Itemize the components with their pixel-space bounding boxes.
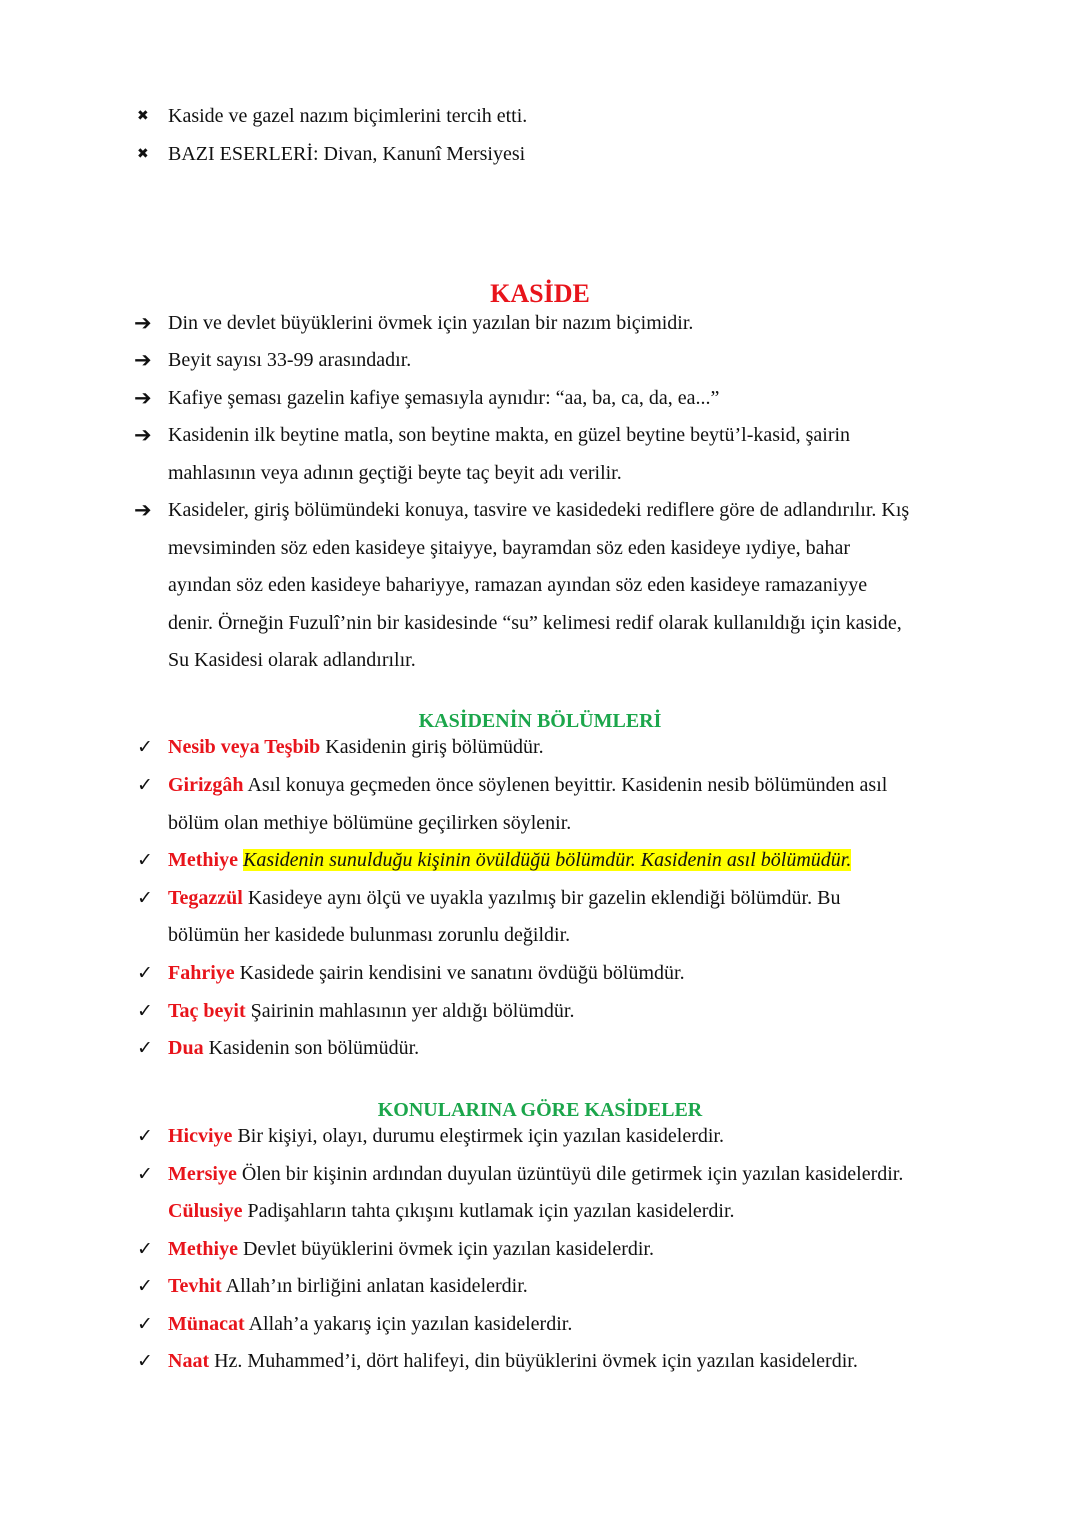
kaside-item (0, 498, 1080, 522)
kaside-line: ayından söz eden kasideye bahariyye, ramazan ayından söz eden kasideye ramazaniyye (168, 574, 868, 596)
intro-item (0, 142, 1080, 166)
check-mark-icon: ✓ (137, 887, 153, 909)
bolum-term: Fahriye (168, 962, 235, 984)
right-arrow-icon: ➔ (134, 423, 152, 447)
konu-item-no-bullet (0, 1199, 1080, 1223)
check-mark-icon: ✓ (137, 1163, 153, 1185)
konu-term: Methiye (168, 1238, 238, 1260)
intro-item-text: BAZI ESERLERİ: Divan, Kanunî Mersiyesi (168, 143, 526, 165)
bolum-term: Tegazzül (168, 887, 243, 909)
bolum-term: Nesib veya Teşbib (168, 736, 321, 758)
kaside-title: KASİDE (490, 279, 590, 308)
check-mark-icon: ✓ (137, 1000, 153, 1022)
intro-item-text: Kaside ve gazel nazım biçimlerini tercih etti. (168, 105, 528, 127)
konu-item (0, 1349, 1080, 1373)
kaside-line-continued (0, 648, 1080, 672)
kaside-line: Su Kasidesi olarak adlandırılır. (168, 649, 416, 671)
bolum-item (0, 999, 1080, 1023)
check-mark-icon: ✓ (137, 962, 153, 984)
check-mark-icon: ✓ (137, 1313, 153, 1335)
konular-title: KONULARINA GÖRE KASİDELER (377, 1099, 703, 1121)
check-mark-icon: ✓ (137, 774, 153, 796)
bolum-desc: Kasideye aynı ölçü ve uyakla yazılmış bir gazelin eklendiği bölümdür. Bu (242, 887, 841, 909)
bolum-line-continued (0, 923, 1080, 947)
bolum-item (0, 961, 1080, 985)
bolum-item (0, 735, 1080, 759)
check-mark-icon: ✓ (137, 849, 153, 871)
konu-term: Tevhit (168, 1275, 222, 1297)
bolum-item (0, 848, 1080, 872)
kaside-line: Kasidenin ilk beytine matla, son beytine makta, en güzel beytine beytü’l-kasid, şairin (168, 424, 851, 446)
kaside-line: mahlasının veya adının geçtiği beyte taç beyit adı verilir. (168, 462, 622, 484)
kaside-line: Din ve devlet büyüklerini övmek için yazılan bir nazım biçimidir. (168, 312, 694, 334)
bolum-term: Girizgâh (168, 774, 244, 796)
x-mark-icon: ✖ (137, 146, 149, 162)
kaside-line: denir. Örneğin Fuzulî’nin bir kasidesinde “su” kelimesi redif olarak kullanıldığı için kaside, (168, 612, 902, 634)
konu-term: Naat (168, 1350, 210, 1372)
kaside-line-continued (0, 461, 1080, 485)
kaside-item (0, 423, 1080, 447)
kaside-line-continued (0, 573, 1080, 597)
kaside-line-continued (0, 611, 1080, 635)
kaside-line: Beyit sayısı 33-99 arasındadır. (168, 349, 412, 371)
konu-item (0, 1124, 1080, 1148)
check-mark-icon: ✓ (137, 1037, 153, 1059)
intro-item (0, 104, 1080, 128)
check-mark-icon: ✓ (137, 1238, 153, 1260)
kaside-line: Kafiye şeması gazelin kafiye şemasıyla aynıdır: “aa, ba, ca, da, ea...” (168, 387, 720, 409)
bolum-desc: Kasidede şairin kendisini ve sanatını övdüğü bölümdür. (234, 962, 685, 984)
bolum-desc: Kasidenin son bölümüdür. (203, 1037, 420, 1059)
right-arrow-icon: ➔ (134, 311, 152, 335)
bolum-desc: bölümün her kasidede bulunması zorunlu değildir. (168, 924, 571, 946)
x-mark-icon: ✖ (137, 108, 149, 124)
konu-desc: Devlet büyüklerini övmek için yazılan kasidelerdir. (237, 1238, 654, 1260)
konu-desc: Bir kişiyi, olayı, durumu eleştirmek için yazılan kasidelerdir. (232, 1125, 724, 1147)
kaside-item (0, 386, 1080, 410)
check-mark-icon: ✓ (137, 1125, 153, 1147)
konu-item (0, 1312, 1080, 1336)
konu-desc: Allah’ın birliğini anlatan kasidelerdir. (221, 1275, 528, 1297)
konu-desc: Hz. Muhammed’i, dört halifeyi, din büyüklerini övmek için yazılan kasidelerdir. (209, 1350, 858, 1372)
check-mark-icon: ✓ (137, 1275, 153, 1297)
konu-desc: Padişahların tahta çıkışını kutlamak için yazılan kasidelerdir. (242, 1200, 735, 1222)
bolumler-title: KASİDENİN BÖLÜMLERİ (418, 710, 662, 732)
bolum-term: Methiye (168, 849, 238, 871)
bolum-item (0, 773, 1080, 797)
check-mark-icon: ✓ (137, 736, 153, 758)
konu-term: Hicviye (168, 1125, 233, 1147)
kaside-line: mevsiminden söz eden kasideye şitaiyye, bayramdan söz eden kasideye ıydiye, bahar (168, 537, 850, 559)
kaside-line-continued (0, 536, 1080, 560)
kaside-line: Kasideler, giriş bölümündeki konuya, tasvire ve kasidedeki rediflere göre de adlandırılır. Kış (168, 499, 910, 521)
bolum-desc: Asıl konuya geçmeden önce söylenen beyittir. Kasidenin nesib bölümünden asıl (243, 774, 888, 796)
konu-item (0, 1237, 1080, 1261)
bolum-desc: Şairinin mahlasının yer aldığı bölümdür. (245, 1000, 575, 1022)
right-arrow-icon: ➔ (134, 386, 152, 410)
konu-term: Cülusiye (168, 1200, 243, 1222)
right-arrow-icon: ➔ (134, 348, 152, 372)
highlighted-desc: Kasidenin sunulduğu kişinin övüldüğü bölümdür. Kasidenin asıl bölümüdür. (242, 849, 852, 871)
bolum-term: Dua (168, 1037, 204, 1059)
konu-term: Münacat (168, 1313, 245, 1335)
konu-desc: Allah’a yakarış için yazılan kasidelerdir. (244, 1313, 573, 1335)
konu-item (0, 1274, 1080, 1298)
konu-desc: Ölen bir kişinin ardından duyulan üzüntüyü dile getirmek için yazılan kasidelerdir. (236, 1163, 904, 1185)
bolum-line-continued (0, 811, 1080, 835)
bolum-desc: Kasidenin giriş bölümüdür. (320, 736, 544, 758)
bolum-desc: bölüm olan methiye bölümüne geçilirken söylenir. (168, 812, 572, 834)
konu-term: Mersiye (168, 1163, 237, 1185)
bolum-item (0, 886, 1080, 910)
kaside-item (0, 348, 1080, 372)
bolum-item (0, 1036, 1080, 1060)
konu-item (0, 1162, 1080, 1186)
bolum-term: Taç beyit (168, 1000, 246, 1022)
check-mark-icon: ✓ (137, 1350, 153, 1372)
kaside-item (0, 311, 1080, 335)
right-arrow-icon: ➔ (134, 498, 152, 522)
